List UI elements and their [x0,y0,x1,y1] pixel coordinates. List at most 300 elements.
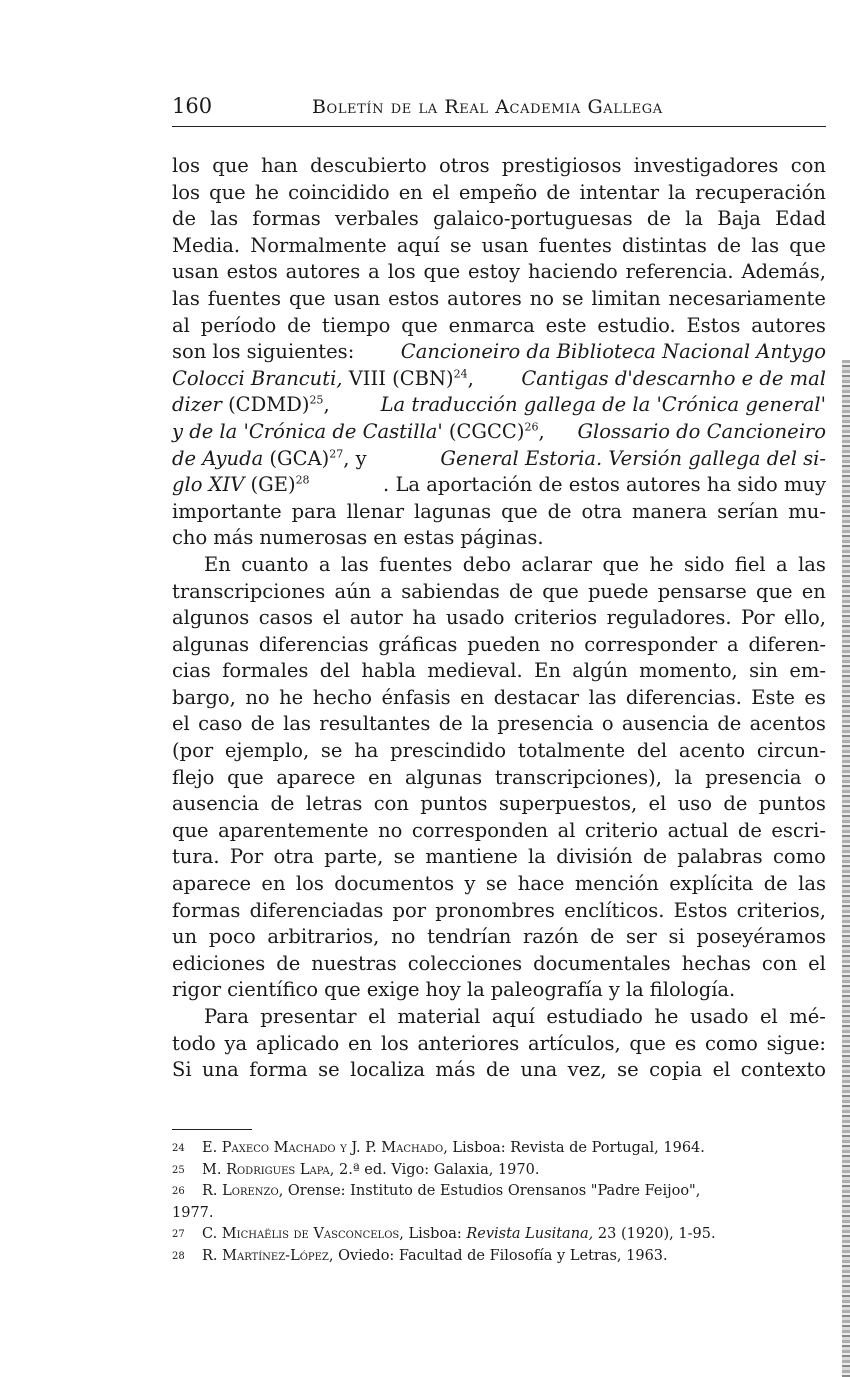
word: (por [172,739,214,763]
word: Por [741,606,775,630]
word: empeño [458,180,538,204]
word: aquí [491,1005,535,1028]
word: mu- [788,499,826,523]
text-line-words: son los siguientes: [172,340,355,364]
word: científico [227,978,319,1002]
word: estoy [468,260,521,284]
word: de [508,579,534,603]
word: las [283,712,311,736]
word: de [485,1058,511,1082]
word: cias [172,659,211,683]
word: estas [403,526,455,550]
punctuation: , [323,393,330,417]
word: Estos [673,898,728,922]
word: totalmente [517,739,626,763]
word: copia [649,1058,703,1082]
word: referencia. [625,260,734,284]
word: Si [172,1058,192,1082]
text-line [172,844,826,871]
word: estudio. [597,313,676,337]
word: autor [349,606,403,630]
word: del [319,659,351,683]
text-line [172,259,826,286]
word: el [759,1005,778,1028]
word: explícita [669,872,754,896]
word: criterios [513,606,598,630]
word: Estos [686,313,741,337]
footnote [172,1246,826,1268]
footnote-number: 25 [172,1164,185,1176]
footnote [172,1203,826,1225]
text-line [172,233,826,260]
word: ejemplo, [224,739,310,763]
word: pueden [467,632,541,656]
word: el [368,1005,386,1028]
word: aún [334,579,372,603]
word: que [212,154,249,177]
text-line [172,871,826,898]
word: que [288,286,326,310]
word: superpuestos, [498,792,638,816]
word: ya [224,1031,248,1055]
word: corresponder [584,632,718,656]
word: que [602,552,640,576]
text-line [172,525,826,552]
footnote-text: C. Michaëlis de Vasconcelos, Lisboa: Revista Lusitana, 23 (1920), 1-95. [202,1226,716,1242]
word: gráficas [378,632,458,656]
body-text [172,153,826,1084]
word: los [172,180,200,204]
footnote-number: 24 [172,1143,185,1154]
word: momento, [639,659,738,683]
word: cuanto [241,552,309,576]
word: anteriores [417,1031,520,1055]
text-line [172,446,826,473]
word: el [648,792,667,816]
word: criterios, [736,898,826,922]
word: la [668,180,687,204]
word: ediciones [172,951,266,975]
word: fuentes [538,233,612,257]
word: vez, [567,1058,607,1082]
word: algunos [172,606,250,630]
word: Media. [172,233,241,257]
word: ausencia [172,792,260,816]
word: o [601,712,614,736]
word: he [279,685,304,709]
word: casos [258,606,314,630]
word: uso [677,792,712,816]
footnote [172,1160,826,1182]
word: corresponden [411,818,549,842]
word: las [588,685,617,709]
footnote-ref[interactable]: 26 [524,420,539,434]
word: usado [446,606,505,630]
word: no [529,286,555,310]
word: más [213,526,254,550]
text-line [172,898,826,925]
footnote-ref[interactable]: 24 [453,367,468,381]
word: En [204,552,231,576]
footnote-number: 27 [172,1229,185,1240]
work-title: Cantigas d'descarnho e de mal [521,366,826,390]
journal-title: Revista Lusitana, [466,1226,594,1242]
word: las [210,207,239,231]
word: que [789,233,826,257]
word: criterio [584,818,659,842]
word: otros [439,154,490,177]
word: de [172,207,197,231]
word: o [814,765,826,789]
footnote-ref[interactable]: 27 [329,447,344,461]
word: he [649,552,674,576]
word: ha [412,606,437,630]
word: y [464,872,476,896]
word: no [550,632,575,656]
word: estos [388,286,440,310]
word: debo [462,552,512,576]
word: puntos [758,792,826,816]
word: mención [574,872,659,896]
word: se [449,233,472,257]
word: los [172,154,200,177]
word: se [485,872,508,896]
word: autores [751,313,826,337]
word: enmarca [448,313,535,337]
word: que [423,260,461,284]
word: diferencias [258,632,369,656]
word: no [245,685,270,709]
word: ausencia [621,712,709,736]
word: colecciones [407,951,523,975]
word: filología. [649,978,736,1002]
word: actual [667,818,729,842]
word: una [520,1058,558,1082]
word: en [261,872,286,896]
text-line [172,1057,826,1084]
footnote-author: E. Paxeco Machado y J. P. Machado [202,1140,444,1156]
footnote-text: R. Martínez-López, Oviedo: Facultad de Filosofía y Letras, 1963. [202,1247,668,1264]
footnote-author: M. Rodrigues Lapa [202,1161,330,1178]
word: que [227,765,264,789]
word: usan [333,286,381,310]
word: de [717,233,742,257]
footnote [172,1138,826,1160]
word: hace [517,872,565,896]
abbreviation: (GCA) [269,446,330,470]
word: este [545,313,587,337]
word: transcripciones [172,579,326,603]
word: tura. [172,845,220,869]
word: se [561,286,584,310]
word: aclarar [521,552,593,576]
text-line [172,765,826,792]
word: ha [354,739,379,763]
word: más [435,1058,476,1082]
word: en [368,765,393,789]
word: arbitrarios, [267,925,380,949]
word: sido [683,552,725,576]
word: Normalmente [250,233,387,257]
text-line [172,206,826,233]
text-line [172,552,826,579]
word: prestigiosos [501,154,622,177]
word: las [751,233,780,257]
footnote-number: 28 [172,1250,185,1262]
word: pronombres [435,898,555,922]
word: documentales [533,951,671,975]
work-title: glo XIV [172,473,245,497]
text-line [172,419,826,446]
text-line [172,339,826,366]
text-line [172,711,826,738]
word: resultantes [319,712,431,736]
word: escri- [771,818,826,842]
text-line [172,472,826,499]
word: con [761,951,798,975]
word: de [250,712,275,736]
word: haciendo [528,260,618,284]
word: paleografía [490,978,603,1002]
text-line [172,153,826,180]
word: he [254,180,279,204]
word: de [287,313,312,337]
work-title: y de la 'Crónica de Castilla' [172,419,443,443]
word: la [625,978,644,1002]
work-title: dizer [172,393,222,417]
word: em- [789,659,826,683]
text-line [172,579,826,606]
page-header [172,92,826,127]
word: presencia [705,765,802,789]
word: es [804,685,826,709]
word: presentar [260,1005,357,1028]
word: acentos [749,712,826,736]
word: que [172,818,209,842]
word: puntos [420,792,488,816]
footnote-text: E. Paxeco Machado y J. P. Machado, Lisboa: Revista de Portugal, 1964. [202,1140,705,1156]
footnote-text: R. Lorenzo, Orense: Instituto de Estudios Orensanos "Padre Feijoo", [202,1183,701,1199]
word: puede [587,579,649,603]
word: aparentemente [218,818,369,842]
footnote-ref[interactable]: 25 [309,393,324,407]
word: y [608,978,620,1002]
text-line [172,1004,826,1031]
word: algunas [172,632,250,656]
word: páginas. [460,526,544,550]
word: de [723,792,748,816]
word: que [542,579,579,603]
word: como [704,1031,758,1055]
word: en [373,526,398,550]
footnote-author: C. Michaëlis de Vasconcelos [202,1226,400,1242]
word: pensarse [657,579,747,603]
word: aquí [396,233,440,257]
word: autores [447,286,522,310]
word: razón [522,925,579,949]
word: de [547,499,572,523]
abbreviation: (CDMD) [228,393,310,417]
word: cho [172,526,208,550]
text-line [172,977,826,1004]
text-line [172,286,826,313]
footnote-rule [172,1129,252,1130]
word: hechas [681,951,751,975]
punctuation: , [467,366,474,390]
text-line [172,392,826,419]
word: el [712,1058,731,1082]
word: acento [678,739,746,763]
word: flejo [172,765,215,789]
word: en [801,579,826,603]
word: algunas [404,765,483,789]
word: de [737,818,762,842]
work-title: Colocci Brancuti, [172,366,343,390]
word: del [636,739,668,763]
word: en [460,685,485,709]
text-line [172,791,826,818]
word: diferenciadas [249,898,384,922]
punctuation: , y [343,446,367,470]
word: Por [229,845,264,869]
word: se [393,845,416,869]
word: Además, [741,260,826,284]
word: usan [481,233,529,257]
text-line [172,1031,826,1058]
text-line [172,658,826,685]
word: presencia [497,712,594,736]
word: de [646,207,671,231]
word: Este [751,685,795,709]
word: caso [198,712,243,736]
word: otra [273,845,315,869]
word: al [172,313,190,337]
word: descubierto [310,154,427,177]
word: mé- [789,1005,826,1028]
word: con [373,792,409,816]
word: énfasis [381,685,451,709]
word: la [674,765,693,789]
footnote [172,1224,826,1246]
word: letras [305,792,363,816]
word: con [790,154,826,177]
work-title: General Estoria. Versión gallega del si- [440,446,826,470]
word: poco [208,925,256,949]
word: algún [572,659,628,683]
word: de [438,712,463,736]
word: el [322,606,341,630]
word: de [717,712,742,736]
word: usan [172,260,219,284]
word: que [324,978,361,1002]
word: sigue: [766,1031,826,1055]
word: coincidido [288,180,390,204]
word: habla [361,659,416,683]
footnote-author: R. Lorenzo [202,1183,279,1199]
page-number: 160 [172,94,213,118]
word: diferencias. [625,685,742,709]
word: galaico-portuguesas [433,207,633,231]
work-title: Glossario do Cancioneiro [577,419,826,443]
footnote-author: R. Martínez-López [202,1247,329,1264]
word: forma [249,1058,308,1082]
word: un [172,925,198,949]
word: la [471,712,489,736]
word: a [727,632,739,656]
word: importante [172,499,282,523]
word: tiempo [322,313,391,337]
footnote [172,1181,826,1203]
footnote-text: M. Rodrigues Lapa, 2.ª ed. Vigo: Galaxia, 1970. [202,1161,540,1178]
word: bargo, [172,685,236,709]
word: los [295,872,324,896]
text-line [172,924,826,951]
word: reguladores. [606,606,732,630]
text-line [172,180,826,207]
word: en [347,1031,373,1055]
word: documentos [334,872,455,896]
scan-edge-artifact [842,360,850,1377]
word: prescindido [390,739,507,763]
word: poseyéramos [696,925,826,949]
word: han [261,154,298,177]
word: ser [625,925,657,949]
word: recuperación [695,180,826,204]
word: las [340,552,369,576]
word: una [202,1058,239,1082]
word: investigadores [633,154,779,177]
footnote-ref[interactable]: 28 [295,473,310,487]
word: serían [717,499,779,523]
word: sin [749,659,778,683]
text-line [172,499,826,526]
text-line [172,685,826,712]
text-line-words: . La aportación de estos autores ha sido muy [383,473,826,497]
word: transcripciones), [494,765,662,789]
word: período [200,313,277,337]
word: necesariamente [668,286,826,310]
word: material [397,1005,481,1028]
word: que [501,499,538,523]
word: numerosas [259,526,368,550]
word: la [466,978,485,1002]
footnote-text: 1977. [172,1204,214,1221]
word: sabiendas [401,579,500,603]
word: que [401,313,438,337]
word: circun- [756,739,826,763]
word: al [557,818,576,842]
word: se [617,1058,639,1082]
word: verbales [335,207,419,231]
word: medieval. [427,659,523,683]
word: fuentes [207,286,282,310]
word: mantiene [425,845,518,869]
word: a [318,552,331,576]
word: hoy [425,978,461,1002]
word: fiel [734,552,766,576]
word: de [642,845,667,869]
word: la [528,845,546,869]
word: Para [204,1005,249,1028]
work-title: de Ayuda [172,446,264,470]
punctuation: , [538,419,545,443]
word: formas [252,207,321,231]
word: a [380,579,393,603]
abbreviation: VIII (CBN) [348,366,454,390]
word: otra [581,499,623,523]
word: Baja [717,207,761,231]
text-line [172,366,826,393]
